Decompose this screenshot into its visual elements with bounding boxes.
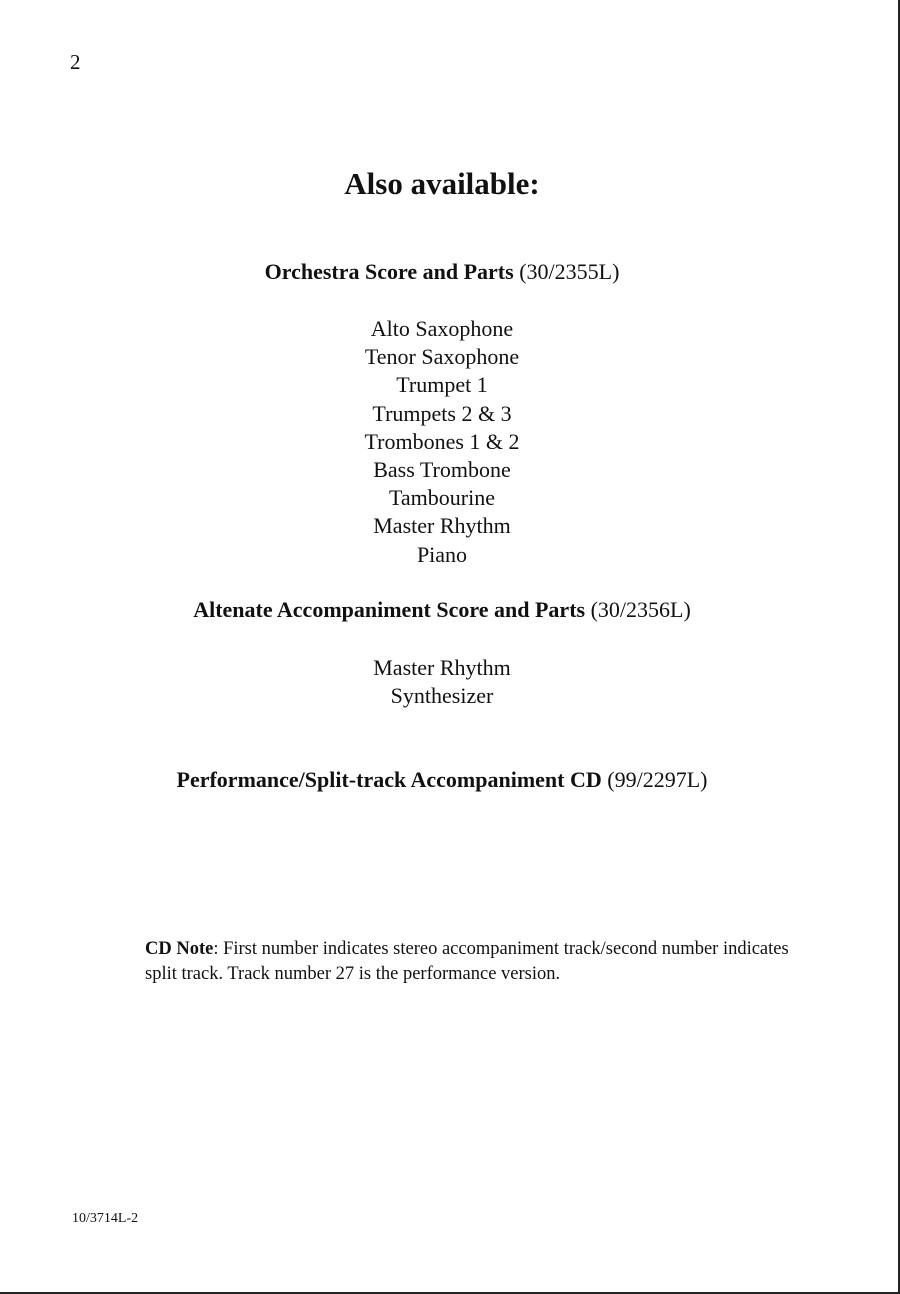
section-heading-orchestra <box>0 259 884 285</box>
section-heading-alternate <box>0 597 884 623</box>
list-item: Piano <box>416 541 468 567</box>
cd-note-label: CD Note <box>145 939 214 959</box>
cd-note-text: : First number indicates stereo accompaniment track/second number indicates split track. Track number 27 is the performance version. <box>145 939 789 984</box>
page-title: Also available: <box>344 166 540 201</box>
footer-catalog-code: 10/3714L-2 <box>72 1211 139 1226</box>
list-item: Synthesizer <box>390 683 494 709</box>
catalog-code: (30/2355L) <box>519 259 620 284</box>
list-item: Master Rhythm <box>373 513 511 539</box>
section-title: Orchestra Score and Parts <box>264 259 514 284</box>
list-item: Trombones 1 & 2 <box>364 428 520 454</box>
catalog-code: (99/2297L) <box>607 767 708 792</box>
alternate-parts-list <box>0 654 884 710</box>
orchestra-parts-list <box>0 315 884 569</box>
list-item: Tambourine <box>389 485 495 511</box>
list-item: Tenor Saxophone <box>364 344 520 370</box>
list-item: Bass Trombone <box>373 457 511 483</box>
cd-note <box>145 937 825 987</box>
section-heading-cd <box>0 767 884 793</box>
list-item: Master Rhythm <box>373 655 511 680</box>
catalog-code: (30/2356L) <box>590 597 691 622</box>
list-item: Alto Saxophone <box>370 316 514 341</box>
list-item: Trumpets 2 & 3 <box>372 400 512 426</box>
page-number: 2 <box>70 50 81 74</box>
section-title: Performance/Split-track Accompaniment CD <box>176 767 602 792</box>
list-item: Trumpet 1 <box>396 372 488 398</box>
section-title: Altenate Accompaniment Score and Parts <box>193 597 586 622</box>
